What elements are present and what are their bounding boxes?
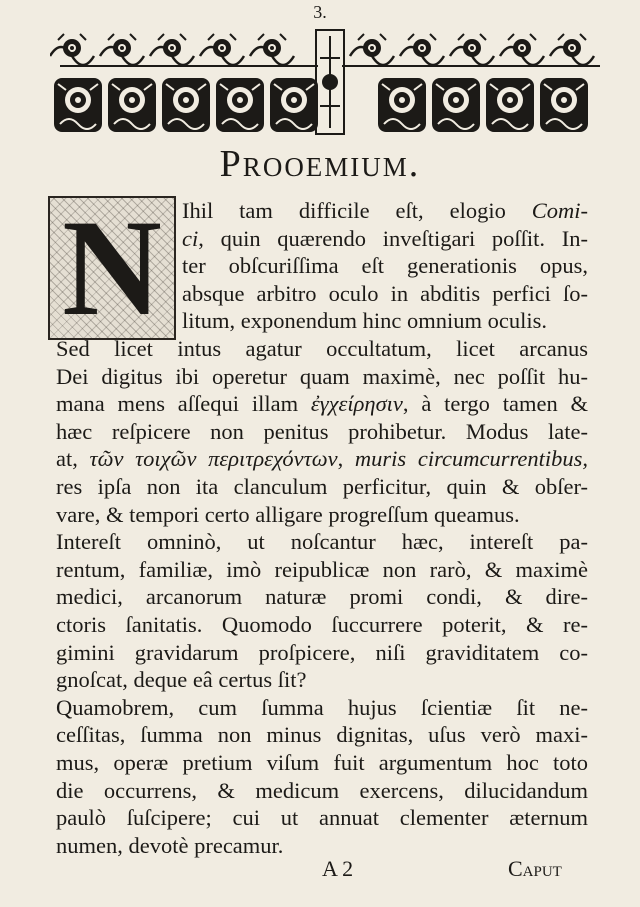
text-line [56, 833, 588, 859]
text-run: ceſſitas, ſumma non minus dignitas, uſus verò maxi- [56, 722, 588, 748]
text-run: Sed licet intus agatur occultatum, licet arcanus [56, 336, 588, 361]
text-line [182, 253, 588, 279]
text-run: ter obſcuriſſima eſt generationis opus, [182, 253, 588, 279]
text-run: Dei digitus ibi operetur quam maximè, nec poſſit hu- [56, 363, 588, 389]
text-run: hæc reſpicere non penitus prohibetur. Modus late- [56, 418, 588, 444]
text-run: ctoris ſanitatis. Quomodo ſuccurrere poterit, & re- [56, 612, 588, 637]
text-run: Intereſt omninò, ut noſcantur hæc, intereſt pa- [56, 529, 588, 555]
italic-phrase: ἐγχείρησιν [310, 391, 403, 417]
text-run: paulò ſuſcipere; cui ut annuat clementer æternum [56, 805, 588, 831]
text-line [56, 667, 588, 693]
signature-mark: A 2 [322, 856, 354, 881]
text-line [56, 391, 588, 417]
text-run: at, [56, 446, 90, 472]
text-run: gimini gravidarum proſpicere, niſi graviditatem co- [56, 639, 588, 665]
headpiece-ornament [50, 28, 610, 140]
text-run: mus, operæ pretium viſum fuit argumentum hoc toto [56, 750, 588, 775]
italic-phrase: muris circumcurrentibus, [354, 446, 589, 472]
text-run: medici, arcanorum naturæ promi condi, & dire- [56, 584, 588, 610]
text-line [56, 474, 588, 500]
text-line [56, 722, 588, 748]
text-run: absque arbitro oculo in abditis perfici ſo- [182, 280, 588, 306]
text-line [56, 805, 588, 831]
catchword: Caput [508, 856, 562, 881]
text-run: litum, exponendum hinc omnium oculis. [182, 308, 547, 334]
text-line [182, 308, 588, 334]
text-line [56, 695, 588, 721]
text-line [56, 640, 588, 666]
text-line [56, 778, 588, 804]
text-run: gnoſcat, deque eâ certus ſit? [56, 667, 307, 693]
section-heading: Prooemium. [219, 143, 421, 185]
text-line [182, 226, 588, 252]
text-run: die occurrens, & medicum exercens, dilucidandum [56, 777, 588, 803]
text-run: rentum, familiæ, imò reipublicæ non rarò, & maximè [56, 556, 588, 582]
text-run: mana mens aſſequi illam [56, 391, 311, 417]
text-line [56, 419, 588, 445]
text-line [56, 750, 588, 776]
text-run: Ihil tam difficile eſt, elogio [182, 198, 532, 223]
italic-phrase: τῶν τοιχῶν περιτρεχόντων [89, 446, 338, 472]
text-run: Quamobrem, cum ſumma hujus ſcientiæ ſit ne- [56, 694, 588, 720]
italic-phrase: Comi- [531, 198, 588, 223]
decorated-initial [48, 191, 176, 344]
text-line [56, 502, 588, 528]
text-line [56, 584, 588, 610]
text-line [56, 364, 588, 390]
text-run: , quin quærendo inveſtigari poſſit. In- [198, 225, 588, 251]
page-number: 3. [313, 2, 327, 22]
text-run: , [337, 446, 355, 472]
text-line [182, 281, 588, 307]
text-run: vare, & tempori certo alligare progreſſum queamus. [56, 501, 520, 527]
text-run: res ipſa non ita clanculum perficitur, quin & obſer- [56, 474, 588, 499]
text-line [56, 529, 588, 555]
text-line [56, 336, 588, 362]
initial-letter: N [62, 191, 162, 344]
text-line [56, 557, 588, 583]
text-run: , à tergo tamen & [402, 391, 588, 417]
text-line [56, 612, 588, 638]
text-line [182, 198, 588, 224]
text-run: numen, devotè precamur. [56, 832, 284, 858]
text-line [56, 446, 588, 472]
italic-phrase: ci [182, 225, 199, 251]
